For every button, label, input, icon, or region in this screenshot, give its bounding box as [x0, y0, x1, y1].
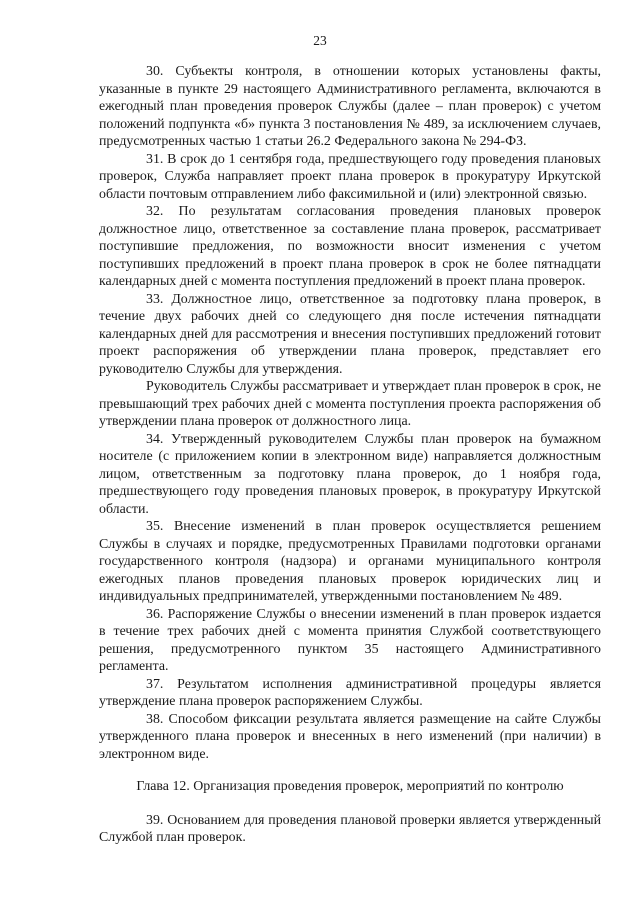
chapter-heading: Глава 12. Организация проведения проверок, мероприятий по контролю	[136, 779, 564, 794]
paragraph-39: 39. Основанием для проведения плановой проверки является утвержденный Службой план проверок.	[99, 812, 601, 845]
paragraph-38: 38. Способом фиксации результата является размещение на сайте Службы утвержденного плана проверок и внесенных в него изменений (при наличии) в электронном виде.	[99, 711, 601, 762]
paragraph-33-continued: Руководитель Службы рассматривает и утверждает план проверок в срок, не превышающий трех рабочих дней с момента поступления проекта распоряжения об утверждении плана проверок от должностного лица.	[99, 379, 601, 429]
paragraph-34: 34. Утвержденный руководителем Службы план проверок на бумажном носителе (с приложением копии в электронном виде) направляется должностным лицом, ответственным за подготовку плана проверок, до 1 ноября года, предшествующего году проведения плановых проверок, в прокуратуру Иркутской области.	[99, 431, 601, 517]
paragraph-36: 36. Распоряжение Службы о внесении изменений в план проверок издается в течение трех рабочих дней с момента принятия Службой соответствующего решения, предусмотренного пунктом 35 настоящего Административного регламента.	[99, 606, 601, 674]
paragraph-37: 37. Результатом исполнения административной процедуры является утверждение плана проверок распоряжением Службы.	[99, 676, 601, 709]
paragraph-35: 35. Внесение изменений в план проверок осуществляется решением Службы в случаях и порядке, предусмотренных Правилами подготовки органами государственного контроля (надзора) и органами муниципального контроля ежегодных планов проведения плановых проверок юридических лиц и индивидуальных предпринимателей, утвержденными постановлением № 489.	[99, 519, 601, 604]
page-number: 23	[313, 33, 327, 48]
document-body	[99, 63, 601, 847]
paragraph-32: 32. По результатам согласования проведения плановых проверок должностное лицо, ответственное за составление плана проверок, рассматривает поступившие предложения, по возможности вносит изменения с учетом поступивших предложений в проект плана проверок в срок не более пятнадцати календарных дней с момента поступления предложений в проект плана проверок.	[99, 204, 601, 289]
paragraph-33: 33. Должностное лицо, ответственное за подготовку плана проверок, в течение двух рабочих дней со следующего дня после истечения пятнадцати календарных дней для рассмотрения и внесения поступивших предложений готовит проект распоряжения об утверждении плана проверок, представляет его руководителю Службы для утверждения.	[99, 291, 601, 377]
paragraph-30: 30. Субъекты контроля, в отношении которых установлены факты, указанные в пункте 29 настоящего Административного регламента, включаются в ежегодный план проведения проверок Службы (далее – план проверок) с учетом положений подпункта «б» пункта 3 постановления № 489, за исключением случаев, предусмотренных частью 1 статьи 26.2 Федерального закона № 294-ФЗ.	[99, 64, 601, 149]
paragraph-31: 31. В срок до 1 сентября года, предшествующего году проведения плановых проверок, Служба направляет проект плана проверок в прокуратуру Иркутской области почтовым отправлением либо факсимильной и (или) электронной связью.	[99, 151, 601, 202]
